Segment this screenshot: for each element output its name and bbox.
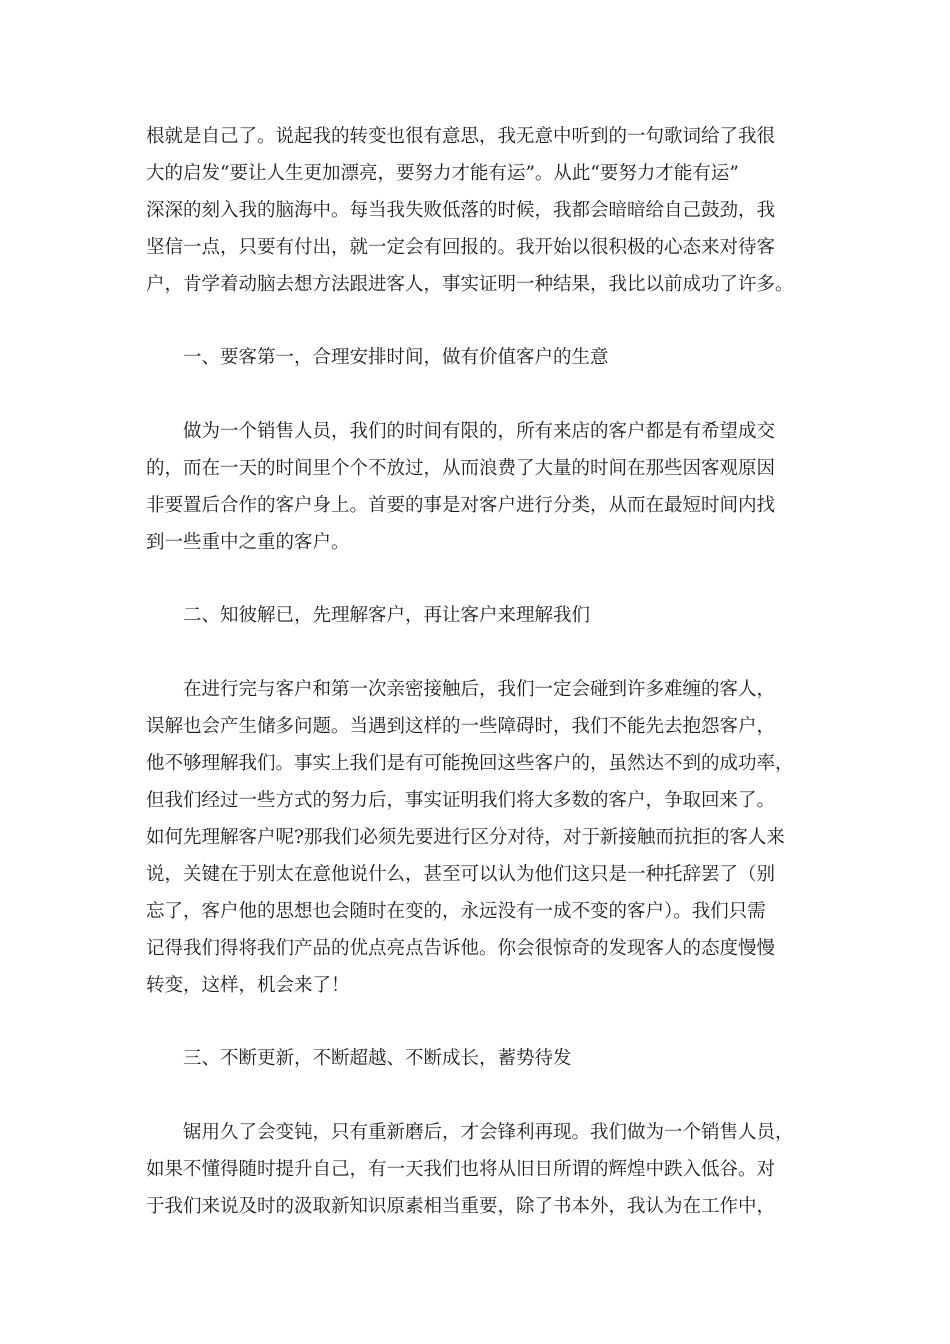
- paragraph-line: 深深的刻入我的脑海中。每当我失败低落的时候，我都会暗暗给自己鼓劲，我: [146, 200, 776, 221]
- paragraph-line: 坚信一点，只要有付出，就一定会有回报的。我开始以很积极的心态来对待客: [146, 237, 776, 258]
- paragraph-line: 非要置后合作的客户身上。首要的事是对客户进行分类，从而在最短时间内找: [146, 495, 776, 516]
- paragraph-line: 在进行完与客户和第一次亲密接触后，我们一定会碰到许多难缠的客人，: [183, 679, 776, 700]
- paragraph-line: 忘了，客户他的思想也会随时在变的，永远没有一成不变的客户）。我们只需: [146, 901, 766, 922]
- paragraph-line: 说，关键在于别太在意他说什么，甚至可以认为他们这只是一种托辞罢了（别: [146, 864, 776, 885]
- paragraph-line: 到一些重中之重的客户。: [146, 532, 350, 553]
- paragraph-line: 如果不懂得随时提升自己，有一天我们也将从旧日所谓的辉煌中跌入低谷。对: [146, 1159, 776, 1180]
- paragraph-line: 做为一个销售人员，我们的时间有限的，所有来店的客户都是有希望成交: [183, 421, 776, 442]
- section-heading-1: 一、要客第一，合理安排时间，做有价值客户的生意: [183, 347, 609, 368]
- paragraph-line: 他不够理解我们。事实上我们是有可能挽回这些客户的，虽然达不到的成功率，: [146, 753, 794, 774]
- paragraph-line: 如何先理解客户呢?那我们必须先要进行区分对待，对于新接触而抗拒的客人来: [146, 827, 785, 848]
- paragraph-line: 的，而在一天的时间里个个不放过，从而浪费了大量的时间在那些因客观原因: [146, 458, 776, 479]
- paragraph-line: 记得我们得将我们产品的优点亮点告诉他。你会很惊奇的发现客人的态度慢慢: [146, 938, 776, 959]
- paragraph-line: 大的启发“要让人生更加漂亮，要努力才能有运”。从此“要努力才能有运”: [146, 163, 739, 184]
- paragraph-line: 根就是自己了。说起我的转变也很有意思，我无意中听到的一句歌词给了我很: [146, 126, 776, 147]
- paragraph-line: 但我们经过一些方式的努力后，事实证明我们将大多数的客户，争取回来了。: [146, 790, 776, 811]
- paragraph-line: 转变，这样，机会来了！: [146, 975, 350, 996]
- paragraph-line: 于我们来说及时的汲取新知识原素相当重要，除了书本外，我认为在工作中，: [146, 1196, 776, 1217]
- paragraph-line: 锯用久了会变钝，只有重新磨后，才会锋利再现。我们做为一个销售人员，: [183, 1122, 794, 1143]
- section-heading-3: 三、不断更新，不断超越、不断成长，蓄势待发: [183, 1048, 572, 1069]
- section-heading-2: 二、知彼解已，先理解客户，再让客户来理解我们: [183, 605, 591, 626]
- paragraph-line: 户，肯学着动脑去想方法跟进客人，事实证明一种结果，我比以前成功了许多。: [146, 274, 794, 295]
- paragraph-line: 误解也会产生储多问题。当遇到这样的一些障碍时，我们不能先去抱怨客户，: [146, 716, 776, 737]
